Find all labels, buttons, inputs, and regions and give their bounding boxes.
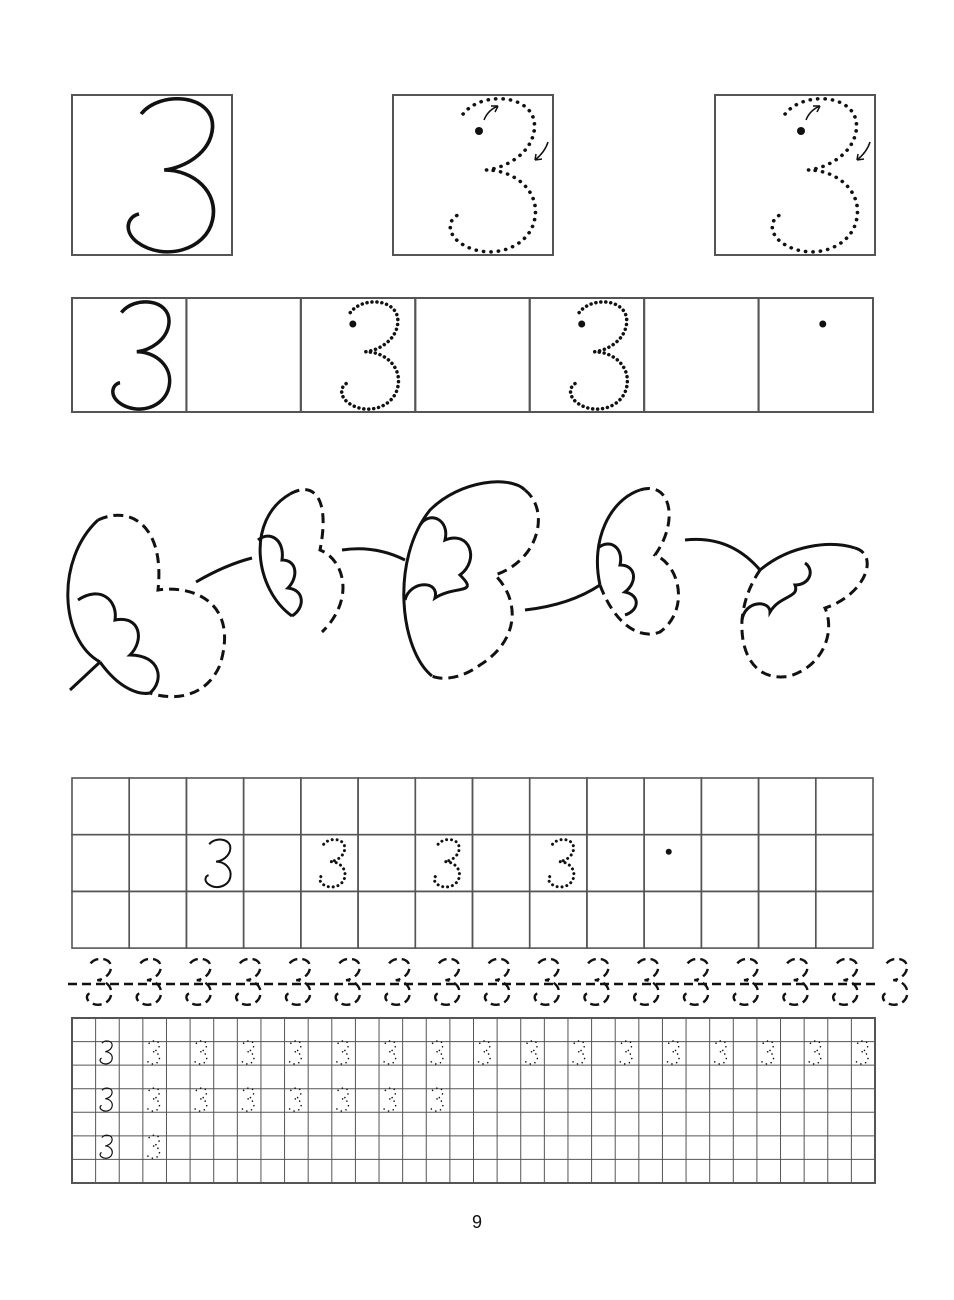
direction-arrow-icon <box>806 106 820 120</box>
big-box-3[interactable] <box>715 95 875 255</box>
digit-3-solid-tiny <box>100 1041 112 1064</box>
row-frame <box>72 298 873 412</box>
tracing-row-boxes <box>72 298 873 412</box>
digit-3-solid-small <box>205 840 230 887</box>
grid-cell[interactable] <box>301 891 358 948</box>
row-box[interactable] <box>759 298 873 412</box>
digit-3-dotted-tiny <box>383 1088 395 1111</box>
grid-cell[interactable] <box>759 891 816 948</box>
digit-3-solid-big <box>128 99 213 252</box>
grid-cell[interactable] <box>186 891 243 948</box>
grid-cell[interactable] <box>816 891 873 948</box>
direction-arrow-icon <box>857 142 870 160</box>
row-box[interactable] <box>186 298 300 412</box>
digit-3-dashed <box>684 959 708 1005</box>
direction-arrow-icon <box>484 106 498 120</box>
grid-cell[interactable] <box>701 891 758 948</box>
digit-3-dashed <box>584 959 608 1005</box>
digit-3-dotted-tiny <box>195 1088 207 1111</box>
dashed-tracing-line <box>68 959 907 1005</box>
digit-3-dotted-tiny <box>242 1041 254 1064</box>
direction-arrow-icon <box>535 142 548 160</box>
grid-cell[interactable] <box>816 835 873 892</box>
grid-cell[interactable] <box>530 835 587 892</box>
grid-cell[interactable] <box>129 891 186 948</box>
flower-tracing <box>68 482 867 697</box>
digit-3-dotted-tiny <box>761 1041 773 1064</box>
grid-cell[interactable] <box>530 891 587 948</box>
digit-3-dotted-tiny <box>242 1088 254 1111</box>
grid-cell[interactable] <box>301 778 358 835</box>
digit-3-dotted-tiny <box>383 1041 395 1064</box>
row-box[interactable] <box>644 298 758 412</box>
flower-4[interactable] <box>597 488 678 634</box>
grid-cell[interactable] <box>186 778 243 835</box>
grid-cell[interactable] <box>644 891 701 948</box>
grid-cell[interactable] <box>244 891 301 948</box>
medium-grid <box>72 778 873 948</box>
digit-3-dashed <box>385 959 409 1005</box>
grid-cell[interactable] <box>72 778 129 835</box>
start-dot <box>819 321 826 328</box>
digit-3-dotted-tiny <box>336 1088 348 1111</box>
row-box[interactable] <box>415 298 529 412</box>
grid-cell[interactable] <box>644 778 701 835</box>
flower-outline-solid <box>68 520 100 662</box>
grid-cell[interactable] <box>587 835 644 892</box>
digit-3-dotted-big <box>450 99 535 252</box>
digit-3-dotted-tiny <box>667 1041 679 1064</box>
grid-cell[interactable] <box>473 891 530 948</box>
digit-3-dotted-big <box>772 99 857 252</box>
digit-3-dotted-small <box>549 840 574 887</box>
digit-3-dashed <box>485 959 509 1005</box>
flower-petal-3 <box>598 544 636 615</box>
digit-3-dashed <box>137 959 161 1005</box>
flower-stem <box>196 558 252 582</box>
grid-cell[interactable] <box>129 835 186 892</box>
grid-cell[interactable] <box>701 835 758 892</box>
flower-petal-3 <box>78 594 158 693</box>
digit-3-dotted-tiny <box>478 1041 490 1064</box>
digit-3-dashed <box>535 959 559 1005</box>
start-dot <box>349 321 356 328</box>
grid-cell[interactable] <box>701 778 758 835</box>
big-boxes <box>72 95 875 255</box>
digit-3-dotted-tiny <box>195 1041 207 1064</box>
digit-3-dotted-tiny <box>714 1041 726 1064</box>
page-number: 9 <box>471 1212 482 1232</box>
flower-3[interactable] <box>404 482 539 678</box>
flower-outline-dashed <box>98 515 225 696</box>
grid-cell[interactable] <box>759 778 816 835</box>
flower-2[interactable] <box>258 490 343 632</box>
digit-3-dotted-tiny <box>289 1088 301 1111</box>
grid-cell[interactable] <box>244 835 301 892</box>
grid-cell[interactable] <box>587 891 644 948</box>
flower-outline-dashed <box>742 548 867 677</box>
digit-3-dotted-tiny <box>431 1088 443 1111</box>
digit-3-dashed <box>883 959 907 1005</box>
grid-cell[interactable] <box>129 778 186 835</box>
digit-3-dashed <box>87 959 111 1005</box>
flower-petal-3 <box>405 518 471 600</box>
flower-5[interactable] <box>742 544 867 676</box>
flower-outline-solid <box>260 494 292 616</box>
digit-3-dotted-tiny <box>856 1041 868 1064</box>
start-dot <box>475 127 483 135</box>
grid-cell[interactable] <box>358 891 415 948</box>
big-box-2[interactable] <box>393 95 553 255</box>
digit-3-dotted-tiny <box>336 1041 348 1064</box>
flower-stem <box>70 662 100 690</box>
grid-cell[interactable] <box>473 778 530 835</box>
digit-3-dashed <box>336 959 360 1005</box>
grid-cell[interactable] <box>473 835 530 892</box>
start-dot <box>666 849 672 855</box>
grid-cell[interactable] <box>244 778 301 835</box>
digit-3-dotted-tiny <box>431 1041 443 1064</box>
digit-3-dotted-tiny <box>147 1041 159 1064</box>
start-dot <box>797 127 805 135</box>
digit-3-dotted-tiny <box>289 1041 301 1064</box>
digit-3-dotted <box>571 302 628 409</box>
grid-cell[interactable] <box>358 778 415 835</box>
digit-3-dashed <box>286 959 310 1005</box>
digit-3-solid <box>113 302 170 409</box>
start-dot <box>578 321 585 328</box>
digit-3-dashed <box>435 959 459 1005</box>
grid-cell[interactable] <box>816 778 873 835</box>
digit-3-solid-tiny <box>100 1135 112 1158</box>
digit-3-dotted-tiny <box>620 1041 632 1064</box>
grid-cell[interactable] <box>415 778 472 835</box>
flower-stem <box>525 585 600 610</box>
digit-3-dotted-tiny <box>147 1135 159 1158</box>
digit-3-dotted-small <box>434 840 459 887</box>
grid-cell[interactable] <box>358 835 415 892</box>
digit-3-dashed <box>236 959 260 1005</box>
grid-cell[interactable] <box>530 778 587 835</box>
flower-stem <box>685 539 760 570</box>
grid-cell[interactable] <box>759 835 816 892</box>
digit-3-dotted-small <box>320 840 345 887</box>
digit-3-dotted-tiny <box>525 1041 537 1064</box>
grid-cell[interactable] <box>186 835 243 892</box>
grid-cell[interactable] <box>72 891 129 948</box>
grid-cell[interactable] <box>72 835 129 892</box>
digit-3-dotted-tiny <box>572 1041 584 1064</box>
small-grid <box>72 1018 875 1183</box>
grid-cell[interactable] <box>644 835 701 892</box>
grid-cell[interactable] <box>415 835 472 892</box>
digit-3-dotted-tiny <box>809 1041 821 1064</box>
grid-cell[interactable] <box>415 891 472 948</box>
digit-3-solid-tiny <box>100 1088 112 1111</box>
flower-outline-dashed <box>432 490 538 678</box>
flower-stem <box>342 549 405 560</box>
grid-cell[interactable] <box>301 835 358 892</box>
digit-3-dashed <box>833 959 857 1005</box>
digit-3-dashed <box>734 959 758 1005</box>
digit-3-dashed <box>783 959 807 1005</box>
flower-petal-3 <box>742 563 810 620</box>
grid-cell[interactable] <box>587 778 644 835</box>
digit-3-dotted <box>342 302 399 409</box>
digit-3-dashed <box>186 959 210 1005</box>
digit-3-dashed <box>634 959 658 1005</box>
digit-3-dotted-tiny <box>147 1088 159 1111</box>
